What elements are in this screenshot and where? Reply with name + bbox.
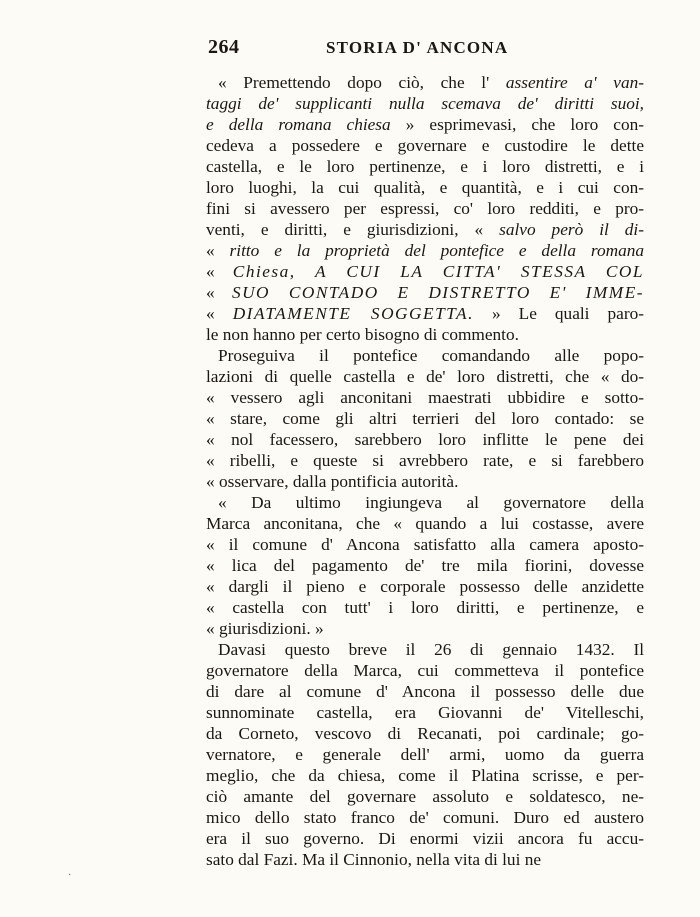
text-segment: » Le quali paro-	[473, 304, 644, 323]
emphasized-text: SUO CONTADO E DISTRETTO E' IMME-	[231, 283, 644, 302]
text-segment: « castella con tutt' i loro diritti, e pertinenze, e	[206, 598, 644, 617]
text-segment: governatore della Marca, cui commetteva il pontefice	[206, 661, 644, 680]
text-segment: Proseguiva il pontefice comandando alle popo-	[218, 346, 644, 365]
text-segment: « stare, come gli altri terrieri del loro contado: se	[206, 409, 644, 428]
text-segment: cedeva a possedere e governare e custodire le dette	[206, 136, 644, 155]
text-line	[206, 408, 644, 429]
text-segment: di dare al comune d' Ancona il possesso delle due	[206, 682, 644, 701]
text-segment: « vessero agli anconitani maestrati ubbidire e sotto-	[206, 388, 644, 407]
text-line	[206, 471, 644, 492]
text-segment: venti, e diritti, e giurisdizioni, «	[206, 220, 500, 239]
text-line	[206, 849, 644, 870]
text-line	[206, 450, 644, 471]
text-segment: era il suo governo. Di enormi vizii ancora fu accu-	[206, 829, 644, 848]
text-line	[206, 513, 644, 534]
paragraph	[206, 345, 644, 492]
text-line	[206, 597, 644, 618]
text-segment: sunnominate castella, era Giovanni de' Vitelleschi,	[206, 703, 644, 722]
text-segment: « nol facessero, sarebbero loro inflitte le pene dei	[206, 430, 644, 449]
text-line	[206, 723, 644, 744]
text-segment: fini si avessero per espressi, co' loro redditi, e pro-	[206, 199, 644, 218]
text-line	[206, 240, 644, 261]
text-line	[206, 261, 644, 282]
text-line	[206, 765, 644, 786]
text-line	[206, 807, 644, 828]
paragraph	[206, 492, 644, 639]
emphasized-text: Chiesa, A CUI LA CITTA' STESSA COL	[232, 262, 644, 281]
text-line	[206, 555, 644, 576]
text-line	[206, 492, 644, 513]
text-segment: vernatore, e generale dell' armi, uomo da guerra	[206, 745, 644, 764]
text-line	[206, 93, 644, 114]
text-line	[206, 828, 644, 849]
text-line	[206, 198, 644, 219]
text-segment: » esprimevasi, che loro con-	[390, 115, 644, 134]
text-segment: « osservare, dalla pontificia autorità.	[206, 472, 459, 491]
text-line	[206, 282, 644, 303]
text-line	[206, 660, 644, 681]
text-segment: « dargli il pieno e corporale possesso delle anzidette	[206, 577, 644, 596]
text-line	[206, 534, 644, 555]
text-line	[206, 156, 644, 177]
body-text	[206, 72, 644, 870]
text-segment: Marca anconitana, che « quando a lui costasse, avere	[206, 514, 644, 533]
text-line	[206, 618, 644, 639]
text-segment: sato dal Fazi. Ma il Cinnonio, nella vita di lui ne	[206, 850, 542, 869]
stray-mark: ·	[68, 870, 72, 881]
text-segment: «	[206, 262, 233, 281]
text-line	[206, 744, 644, 765]
text-line	[206, 135, 644, 156]
text-segment: «	[206, 304, 233, 323]
text-segment: « ribelli, e queste si avrebbero rate, e si farebbero	[206, 451, 644, 470]
text-line	[206, 786, 644, 807]
text-segment: « giurisdizioni. »	[206, 619, 324, 638]
emphasized-text: ritto e la proprietà del pontefice e della romana	[229, 241, 645, 260]
text-segment: Davasi questo breve il 26 di gennaio 1432. Il	[218, 640, 644, 659]
text-line	[206, 219, 644, 240]
text-line	[206, 177, 644, 198]
text-line	[206, 72, 644, 93]
text-segment: da Corneto, vescovo di Recanati, poi cardinale; go-	[206, 724, 644, 743]
text-segment: « il comune d' Ancona satisfatto alla camera aposto-	[206, 535, 644, 554]
text-segment: lazioni di quelle castella e de' loro distretti, che « do-	[206, 367, 644, 386]
text-line	[206, 429, 644, 450]
text-segment: «	[206, 241, 230, 260]
text-segment: le non hanno per certo bisogno di commento.	[206, 325, 519, 344]
text-segment: loro luoghi, la cui qualità, e quantità, e i cui con-	[206, 178, 644, 197]
paragraph	[206, 72, 644, 345]
emphasized-text: e della romana chiesa	[206, 115, 391, 134]
text-line	[206, 366, 644, 387]
text-segment: « Da ultimo ingiungeva al governatore della	[218, 493, 644, 512]
emphasized-text: salvo però il di-	[499, 220, 644, 239]
text-segment: «	[206, 283, 232, 302]
text-segment: ciò amante del governare assoluto e soldatesco, ne-	[206, 787, 644, 806]
text-line	[206, 387, 644, 408]
text-line	[206, 114, 644, 135]
text-segment: mico dello stato franco de' comuni. Duro ed austero	[206, 808, 644, 827]
page-header	[208, 36, 638, 66]
text-segment: castella, e le loro pertinenze, e i loro distretti, e i	[206, 157, 644, 176]
text-line	[206, 681, 644, 702]
paragraph	[206, 639, 644, 870]
page-number: 264	[208, 36, 240, 58]
text-line	[206, 324, 644, 345]
text-segment: « lica del pagamento de' tre mila fiorini, dovesse	[206, 556, 644, 575]
text-segment: meglio, che da chiesa, come il Platina scrisse, e per-	[206, 766, 644, 785]
text-line	[206, 639, 644, 660]
text-line	[206, 303, 644, 324]
emphasized-text: assentire a' van-	[505, 73, 644, 92]
emphasized-text: DIATAMENTE SOGGETTA.	[232, 304, 474, 323]
text-segment: « Premettendo dopo ciò, che l'	[218, 73, 506, 92]
text-line	[206, 702, 644, 723]
running-title: STORIA D' ANCONA	[326, 38, 509, 57]
text-line	[206, 345, 644, 366]
emphasized-text: taggi de' supplicanti nulla scemava de' diritti suoi,	[206, 94, 644, 113]
text-line	[206, 576, 644, 597]
